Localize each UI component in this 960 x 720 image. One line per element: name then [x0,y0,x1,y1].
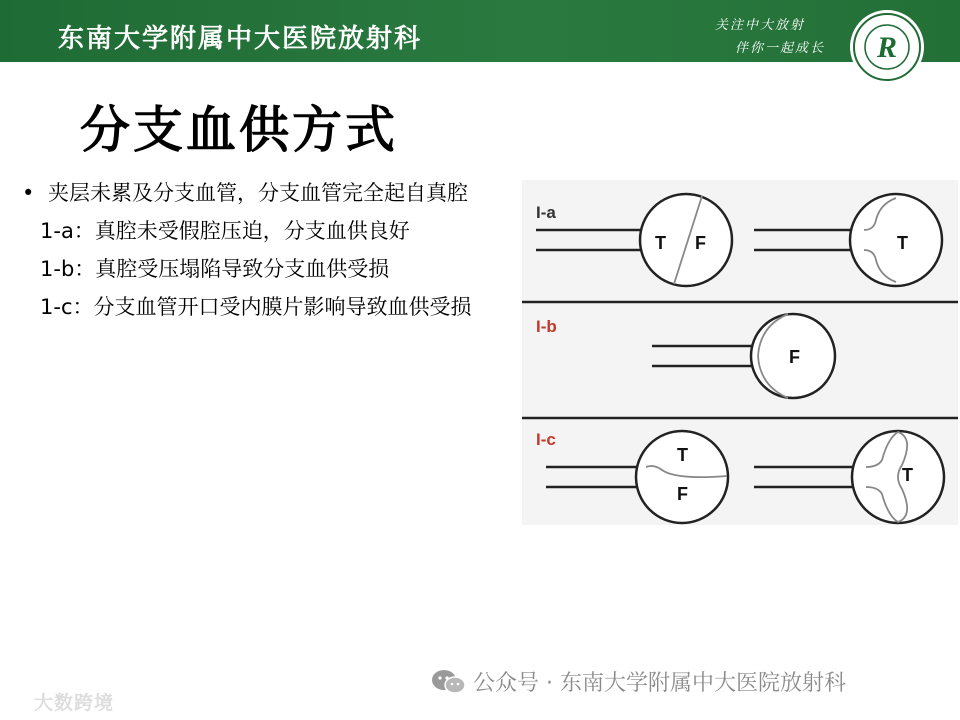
lumen-mark-true: T [655,233,666,253]
body-text [22,178,512,322]
logo-letter: R [876,31,898,64]
sub-item-1a: 1-a：真腔未受假腔压迫，分支血供良好 [40,219,410,243]
lumen-mark-false: F [789,347,800,367]
branch-supply-diagram [522,180,958,525]
header-title: 东南大学附属中大医院放射科 [58,24,423,54]
slogan-line-2: 伴你一起成长 [735,41,826,56]
diagram-label-ib: I-b [536,317,557,336]
lumen-mark-true: T [902,465,913,485]
sub-item-1c: 1-c：分支血管开口受内膜片影响导致血供受损 [40,295,472,319]
footer-label: 公众号 · 东南大学附属中大医院放射科 [473,671,846,696]
sub-item-1b: 1-b：真腔受压塌陷导致分支血供受损 [40,257,390,281]
bullet-item [22,178,512,208]
lumen-mark-true: T [677,445,688,465]
bullet-dot: • [22,181,35,205]
lumen-mark-true: T [897,233,908,253]
slide-title: 分支血供方式 [80,101,398,159]
watermark: 大数跨境 [34,692,115,714]
lumen-mark-false: F [695,233,706,253]
diagram-label-ia: I-a [536,203,556,222]
hospital-logo-icon [848,8,926,86]
bullet-text: 夹层未累及分支血管，分支血管完全起自真腔 [48,181,468,205]
footer-text [433,666,846,697]
header-bar [0,0,960,62]
lumen-mark-false: F [677,484,688,504]
diagram-label-ic: I-c [536,430,556,449]
slogan-line-1: 关注中大放射 [715,18,806,33]
